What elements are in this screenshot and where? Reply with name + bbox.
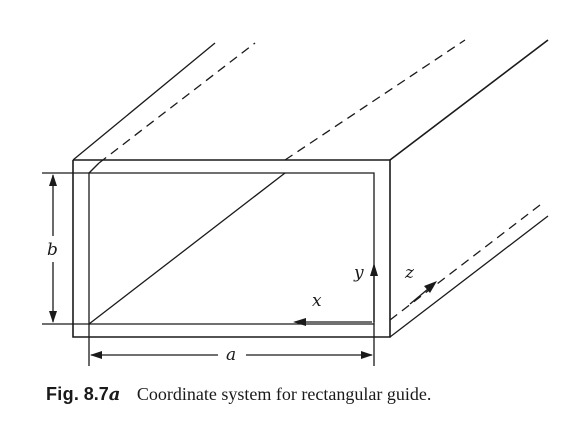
caption-fig-number: 8.7 — [83, 384, 109, 404]
dimension-b-arrow-bottom — [49, 311, 57, 323]
caption-fig-prefix: Fig. — [46, 384, 80, 404]
diagonal-hidden-edge — [285, 40, 465, 160]
inner-front-rectangle — [89, 173, 374, 324]
front-face-diagonal — [89, 173, 285, 324]
x-axis-label: x — [312, 291, 322, 311]
dimension-b-arrow-top — [49, 174, 57, 186]
dimension-a-label: a — [226, 345, 237, 365]
figure-caption — [46, 384, 566, 405]
top-left-inner-edge — [99, 43, 255, 163]
caption-fig-letter: a — [108, 384, 121, 405]
z-axis-label: z — [405, 263, 414, 283]
top-left-outer-edge — [73, 43, 215, 160]
caption-text: Coordinate system for rectangular guide. — [136, 384, 432, 404]
top-right-edge — [390, 40, 548, 160]
y-axis-arrowhead — [370, 263, 378, 276]
dimension-a-arrow-left — [90, 351, 102, 359]
y-axis-label: y — [354, 263, 364, 283]
x-axis-arrowhead — [293, 318, 306, 326]
dimension-b-label: b — [47, 240, 58, 260]
outer-front-rectangle — [73, 160, 390, 337]
top-left-inner-edge-partial — [89, 163, 99, 173]
dimension-a-arrow-right — [361, 351, 373, 359]
